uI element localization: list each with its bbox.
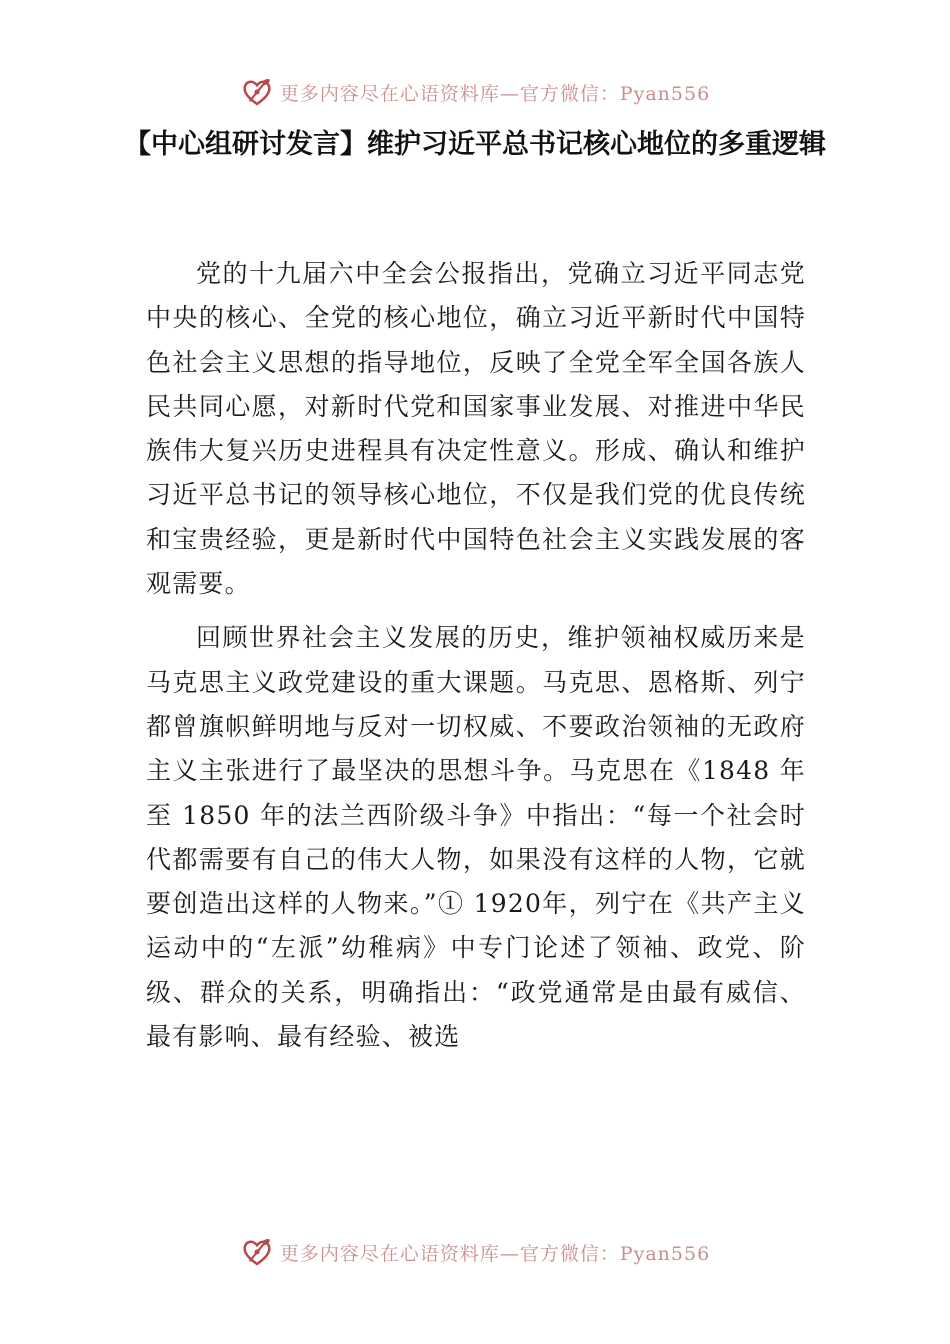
paragraph-2: 回顾世界社会主义发展的历史，维护领袖权威历来是马克思主义政党建设的重大课题。马克思、恩格斯、列宁都曾旗帜鲜明地与反对一切权威、不要政治领袖的无政府主义主张进行了最坚决的思想斗争。马克思在《1848 年至 1850 年的法兰西阶级斗争》中指出：“每一个社会时代都需要有自己的伟大人物，如果没有这样的人物，它就要创造出这样的人物来。”① 1920年，列宁在《共产主义运动中的“左派”幼稚病》中专门论述了领袖、政党、阶级、群众的关系，明确指出：“政党通常是由最有威信、最有影响、最有经验、被选 — [146, 623, 806, 1052]
header-watermark — [0, 72, 950, 112]
footer-watermark-text: 更多内容尽在心语资料库—官方微信：Pyan556 — [279, 1242, 711, 1265]
heart-quill-logo-icon — [240, 75, 274, 109]
heart-quill-logo-icon — [240, 1235, 274, 1269]
document-body — [146, 252, 806, 1059]
footer-watermark — [0, 1232, 950, 1272]
paragraph-1: 党的十九届六中全会公报指出，党确立习近平同志党中央的核心、全党的核心地位，确立习近平新时代中国特色社会主义思想的指导地位，反映了全党全军全国各族人民共同心愿，对新时代党和国家事业发展、对推进中华民族伟大复兴历史进程具有决定性意义。形成、确认和维护习近平总书记的领导核心地位，不仅是我们党的优良传统和宝贵经验，更是新时代中国特色社会主义实践发展的客观需要。 — [146, 259, 806, 599]
header-watermark-text: 更多内容尽在心语资料库—官方微信：Pyan556 — [279, 82, 711, 105]
document-title: 【中心组研讨发言】维护习近平总书记核心地位的多重逻辑 — [124, 129, 826, 160]
